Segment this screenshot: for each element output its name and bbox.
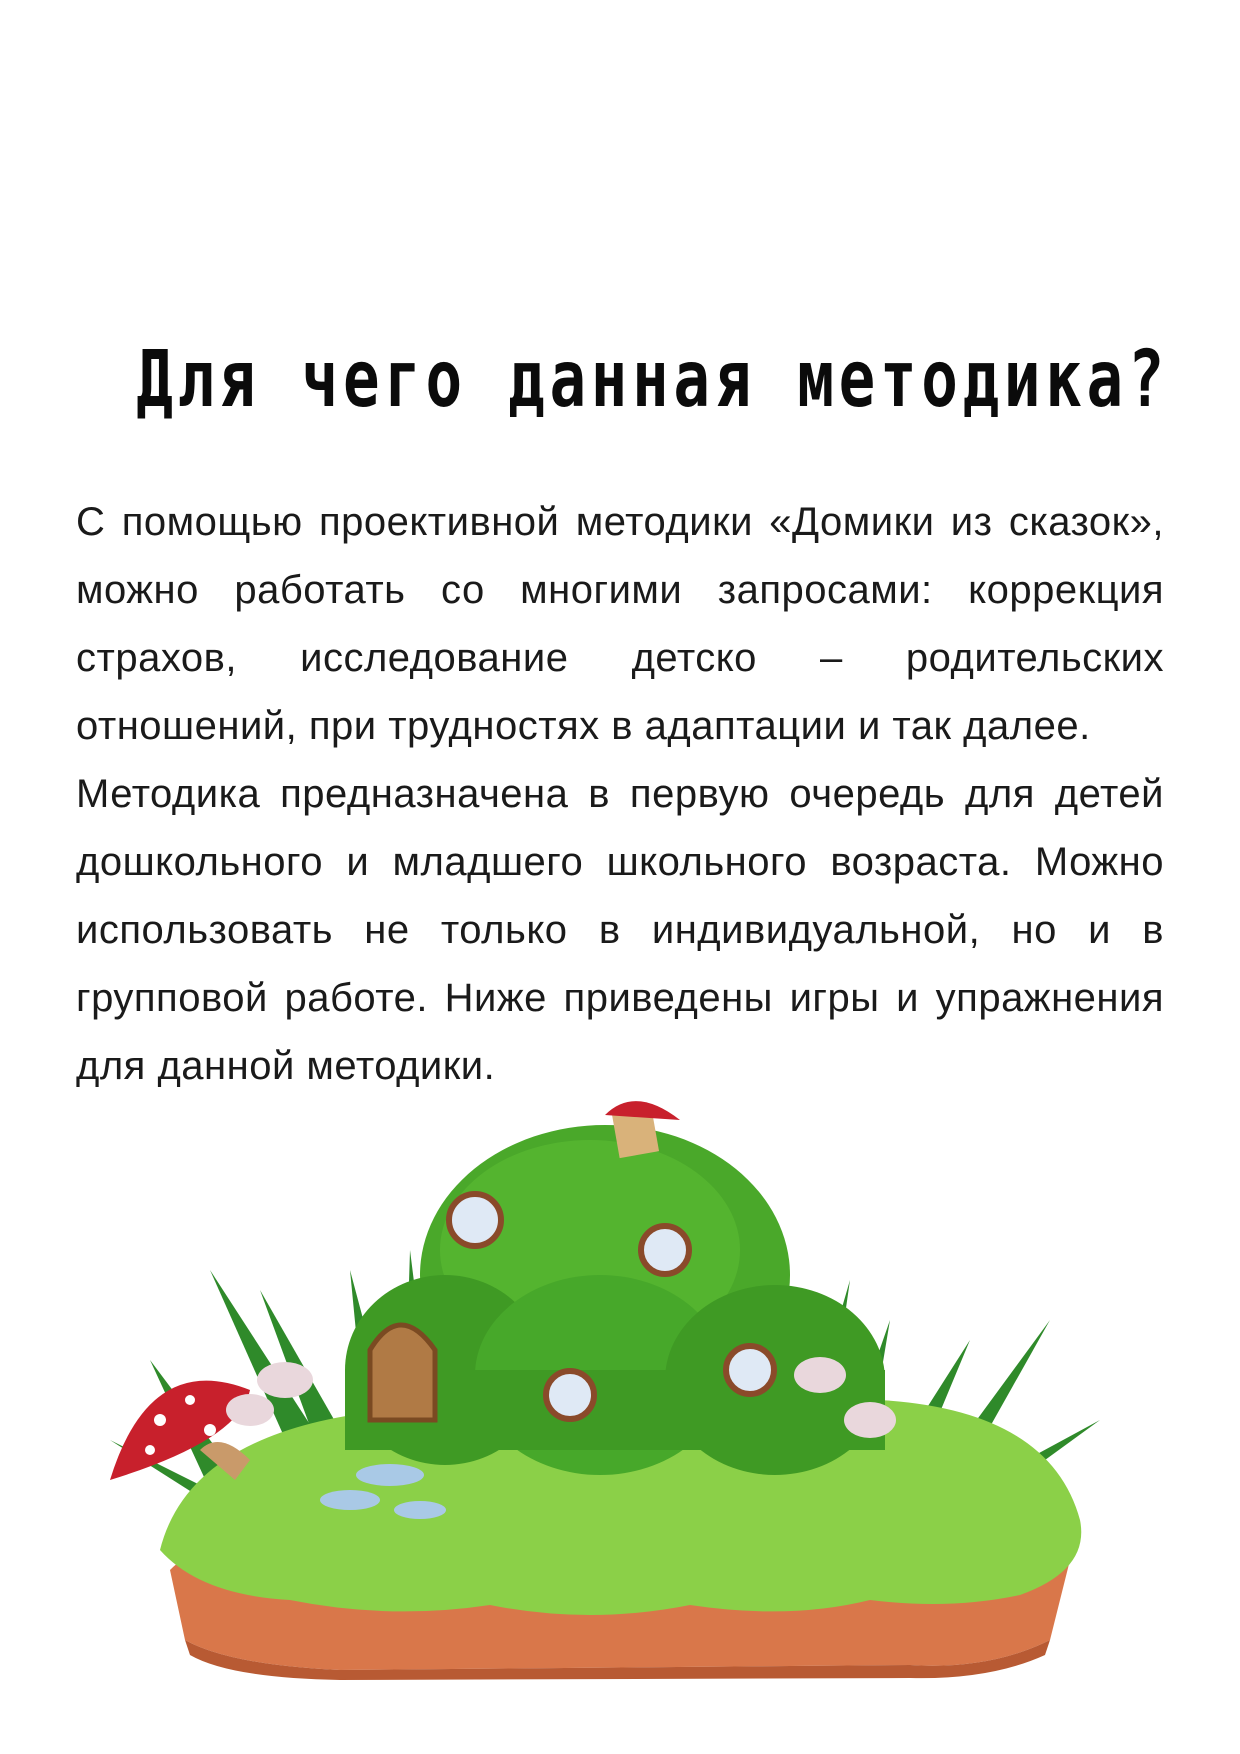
fairy-hill-house-icon — [90, 1100, 1160, 1680]
door — [370, 1325, 435, 1420]
paragraph-1: С помощью проективной методики «Домики из сказок», можно работать со многими запросами: коррекция страхов, исследование детско – родительских отношений, при трудностях в адаптации и так далее. — [76, 500, 1164, 748]
body-text — [76, 488, 1164, 1100]
paragraph-2: Методика предназначена в первую очередь для детей дошкольного и младшего школьного возраста. Можно использовать не только в индивидуальной, но и в групповой работе. Ниже приведены игры и упражнения для данной методики. — [76, 772, 1164, 1088]
page-title: Для чего данная методика? — [136, 335, 1170, 425]
